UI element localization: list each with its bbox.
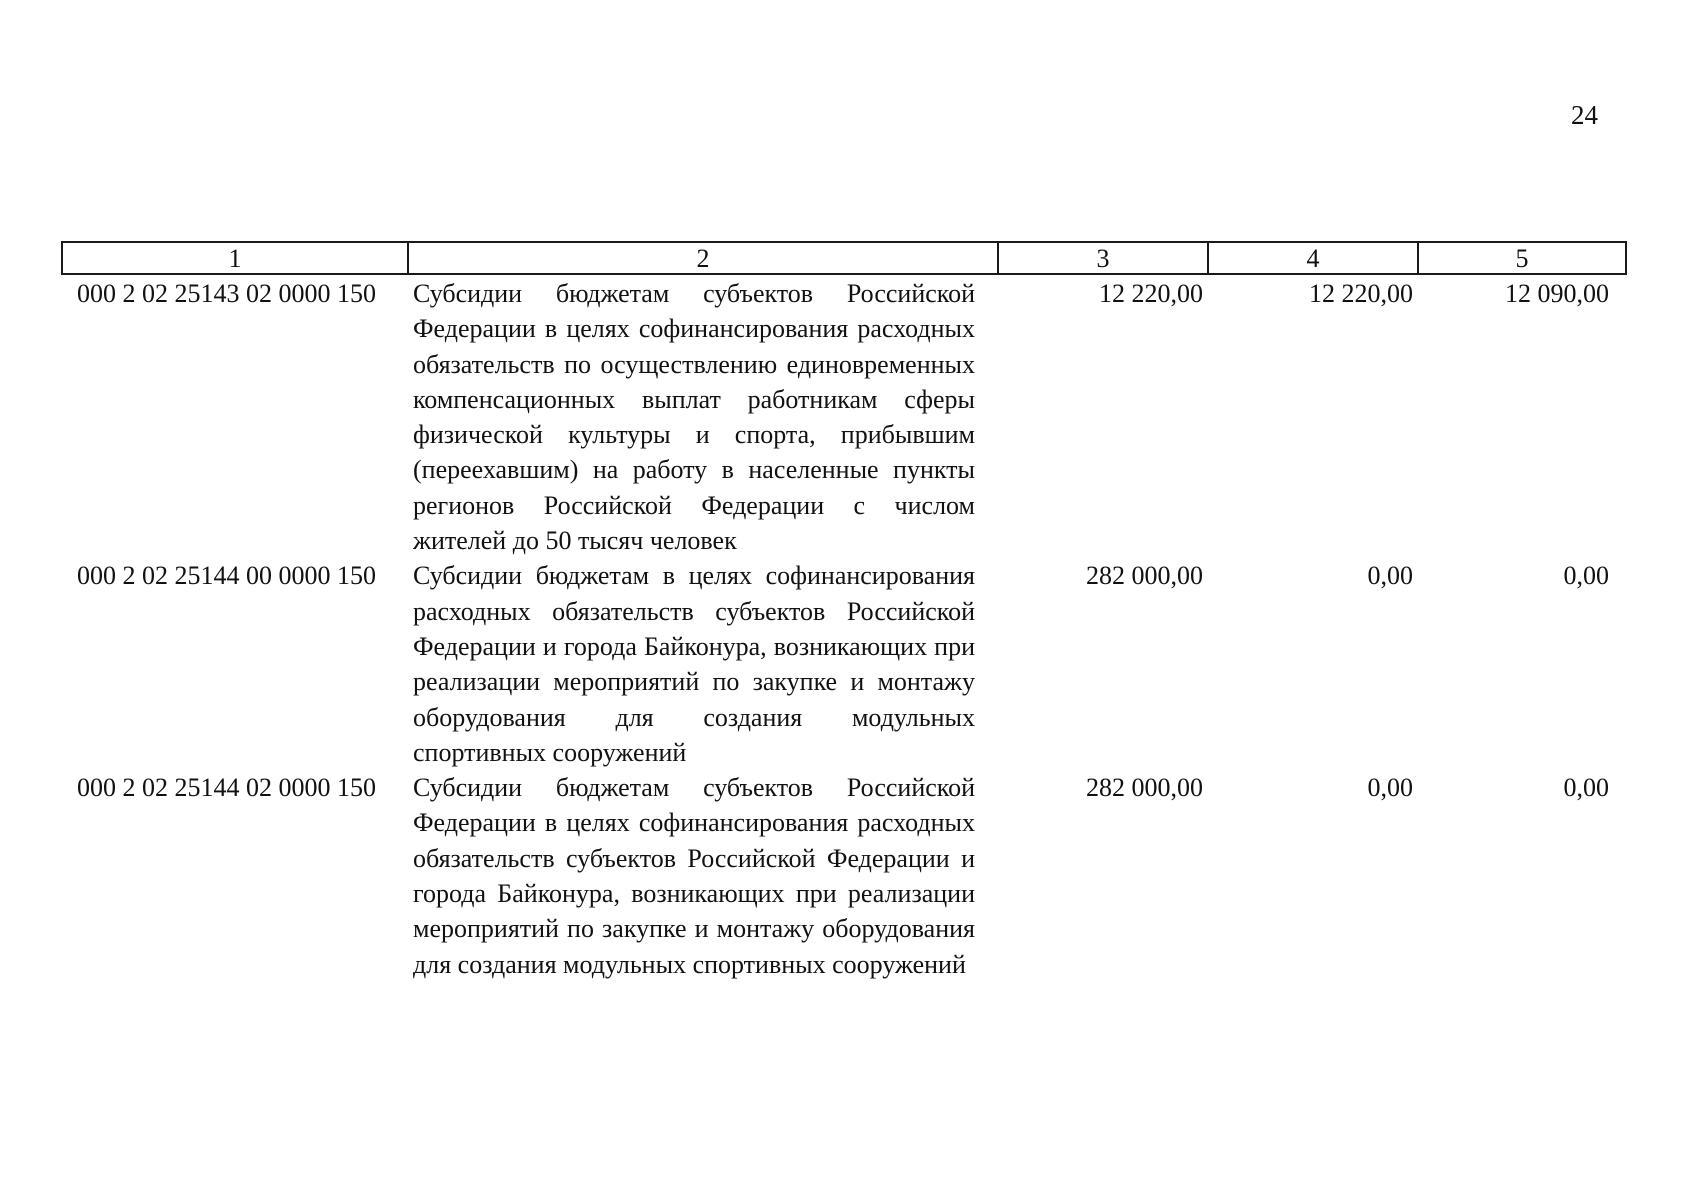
row-description: Субсидии бюджетам субъектов Российской Федерации в целях софинансирования расходных обязательств субъектов Российской Федерации и города Байконура, возникающих при реализации мероприятий по закупке и монтажу оборудования для создания модульных спортивных сооружений bbox=[413, 773, 975, 979]
column-header-5: 5 bbox=[1515, 244, 1529, 273]
budget-code: 000 2 02 25144 00 0000 150 bbox=[77, 561, 376, 591]
table-row bbox=[61, 276, 1627, 558]
amount-col3: 282 000,00 bbox=[1086, 561, 1203, 591]
amount-col5: 0,00 bbox=[1563, 561, 1609, 591]
table-row bbox=[61, 770, 1627, 982]
table-body bbox=[61, 276, 1627, 982]
column-header-1: 1 bbox=[63, 243, 409, 273]
budget-code: 000 2 02 25144 02 0000 150 bbox=[77, 773, 376, 803]
row-description: Субсидии бюджетам в целях софинансирования расходных обязательств субъектов Российской Федерации и города Байконура, возникающих при реализации мероприятий по закупке и монтажу оборудования для создания модульных спортивных сооружений bbox=[413, 561, 975, 767]
amount-col4: 0,00 bbox=[1367, 773, 1413, 803]
amount-col3: 12 220,00 bbox=[1099, 279, 1203, 308]
column-header-4: 4 bbox=[1209, 243, 1419, 273]
amount-col5: 12 090,00 bbox=[1505, 279, 1609, 308]
page-number: 24 bbox=[1571, 100, 1598, 130]
column-header-3: 3 bbox=[999, 243, 1209, 273]
table-header bbox=[61, 241, 1627, 275]
amount-col4: 12 220,00 bbox=[1309, 279, 1413, 308]
amount-col4: 0,00 bbox=[1367, 561, 1413, 591]
row-description: Субсидии бюджетам субъектов Российской Федерации в целях софинансирования расходных обязательств по осуществлению единовременных компенсационных выплат работникам сферы физической культуры и спорта, прибывшим (переехавшим) на работу в населенные пункты регионов Российской Федерации с числом жителей до 50 тысяч человек bbox=[413, 279, 975, 556]
budget-code: 000 2 02 25143 02 0000 150 bbox=[77, 279, 376, 308]
table-row bbox=[61, 558, 1627, 770]
column-header-2: 2 bbox=[409, 243, 999, 273]
amount-col3: 282 000,00 bbox=[1086, 773, 1203, 803]
amount-col5: 0,00 bbox=[1563, 773, 1609, 803]
